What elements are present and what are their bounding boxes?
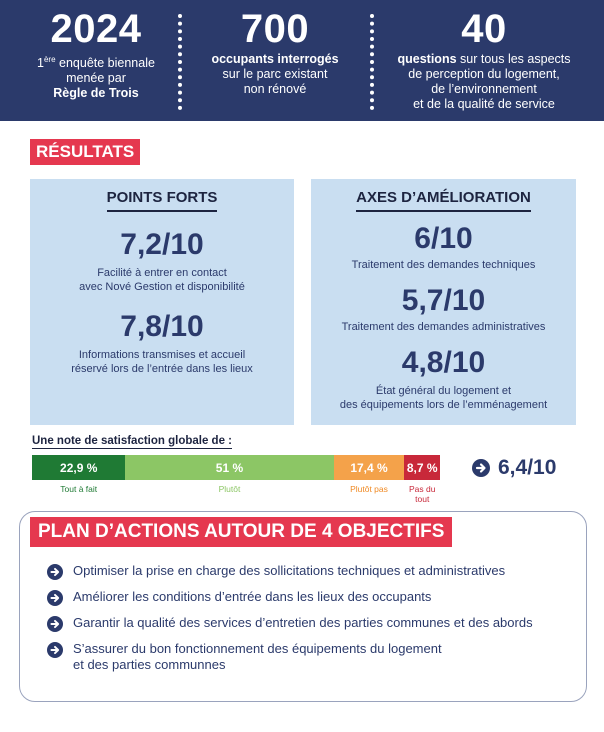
action-item bbox=[47, 641, 533, 673]
stat-questions-value: 40 bbox=[461, 7, 507, 51]
action-text: Optimiser la prise en charge des sollicitations techniques et administratives bbox=[73, 563, 506, 578]
stat-questions bbox=[382, 6, 586, 112]
dotted-divider bbox=[178, 14, 182, 110]
improvement-desc: Traitement des demandes techniques bbox=[351, 259, 536, 271]
stat-survey-ordinal: 1 bbox=[37, 56, 44, 70]
results-label: RÉSULTATS bbox=[30, 139, 140, 165]
strength-item bbox=[30, 310, 294, 376]
arrow-right-circle-icon bbox=[47, 590, 63, 606]
arrow-right-circle-icon bbox=[47, 564, 63, 580]
global-score-value: 6,4/10 bbox=[498, 456, 557, 479]
improvement-item bbox=[311, 284, 576, 334]
strength-score: 7,2/10 bbox=[120, 228, 204, 261]
stat-occupants-line2: sur le parc existant bbox=[222, 67, 328, 81]
satisfaction-bar bbox=[32, 455, 440, 480]
strength-desc: avec Nové Gestion et disponibilité bbox=[79, 281, 245, 293]
strength-desc: Facilité à entrer en contact bbox=[97, 267, 227, 279]
global-score bbox=[472, 456, 556, 480]
improvement-score: 5,7/10 bbox=[401, 284, 486, 317]
strength-desc: Informations transmises et accueil bbox=[78, 349, 246, 361]
satisfaction-segment: 8,7 % bbox=[404, 455, 439, 480]
action-item bbox=[47, 589, 533, 606]
stat-occupants-line1: occupants interrogés bbox=[211, 52, 339, 66]
improvement-desc: Traitement des demandes administratives bbox=[341, 321, 546, 333]
stat-questions-line4: et de la qualité de service bbox=[413, 97, 555, 111]
improvement-score: 6/10 bbox=[414, 222, 473, 255]
arrow-right-circle-icon bbox=[472, 459, 490, 477]
action-list bbox=[47, 563, 533, 682]
header-band bbox=[0, 0, 604, 121]
stat-survey-line3: Règle de Trois bbox=[53, 86, 139, 100]
improvement-item bbox=[311, 346, 576, 412]
satisfaction-segment: 51 % bbox=[125, 455, 333, 480]
arrow-right-circle-icon bbox=[47, 616, 63, 632]
strengths-panel bbox=[30, 179, 294, 425]
stat-occupants-value: 700 bbox=[240, 7, 310, 51]
satisfaction-segment-label: Plutôt bbox=[218, 484, 241, 494]
satisfaction-segment-label: Plutôt pas bbox=[350, 484, 388, 494]
strength-desc: réservé lors de l’entrée dans les lieux bbox=[71, 363, 253, 375]
improvements-title: AXES D’AMÉLIORATION bbox=[356, 189, 531, 212]
stat-questions-line1: sur tous les aspects bbox=[456, 52, 571, 66]
strengths-title: POINTS FORTS bbox=[107, 189, 218, 212]
stat-occupants-line3: non rénové bbox=[243, 82, 307, 96]
satisfaction-segment-label: Tout à fait bbox=[60, 484, 98, 494]
action-plan-title: PLAN D’ACTIONS AUTOUR DE 4 OBJECTIFS bbox=[30, 517, 452, 547]
stat-questions-line3: de l’environnement bbox=[431, 82, 537, 96]
stat-survey bbox=[22, 6, 170, 101]
stat-occupants bbox=[190, 6, 360, 97]
arrow-right-circle-icon bbox=[47, 642, 63, 658]
action-text: S’assurer du bon fonctionnement des équipements du logement et des parties communnes bbox=[73, 641, 442, 672]
stat-survey-line1: enquête biennale bbox=[55, 56, 155, 70]
satisfaction-segment-label: Pas du tout bbox=[409, 484, 436, 504]
stat-questions-line2: de perception du logement, bbox=[408, 67, 560, 81]
satisfaction-title: Une note de satisfaction globale de : bbox=[32, 435, 233, 447]
improvements-panel bbox=[311, 179, 576, 425]
action-item bbox=[47, 615, 533, 632]
stat-survey-sup: ère bbox=[43, 55, 56, 64]
dotted-divider bbox=[370, 14, 374, 110]
improvement-desc: État général du logement et bbox=[375, 385, 512, 397]
stat-questions-bold: questions bbox=[397, 52, 457, 66]
satisfaction-segment: 22,9 % bbox=[32, 455, 125, 480]
action-text: Garantir la qualité des services d’entretien des parties communes et des abords bbox=[73, 615, 533, 630]
action-text: Améliorer les conditions d’entrée dans les lieux des occupants bbox=[73, 589, 432, 604]
action-item bbox=[47, 563, 533, 580]
improvement-item bbox=[311, 222, 576, 272]
improvement-desc: des équipements lors de l’emménagement bbox=[339, 399, 548, 411]
satisfaction-segment: 17,4 % bbox=[334, 455, 405, 480]
strength-item bbox=[30, 228, 294, 294]
strength-score: 7,8/10 bbox=[120, 310, 204, 343]
improvement-score: 4,8/10 bbox=[401, 346, 486, 379]
stat-survey-line2: menée par bbox=[66, 71, 126, 85]
stat-survey-value: 2024 bbox=[50, 7, 142, 51]
